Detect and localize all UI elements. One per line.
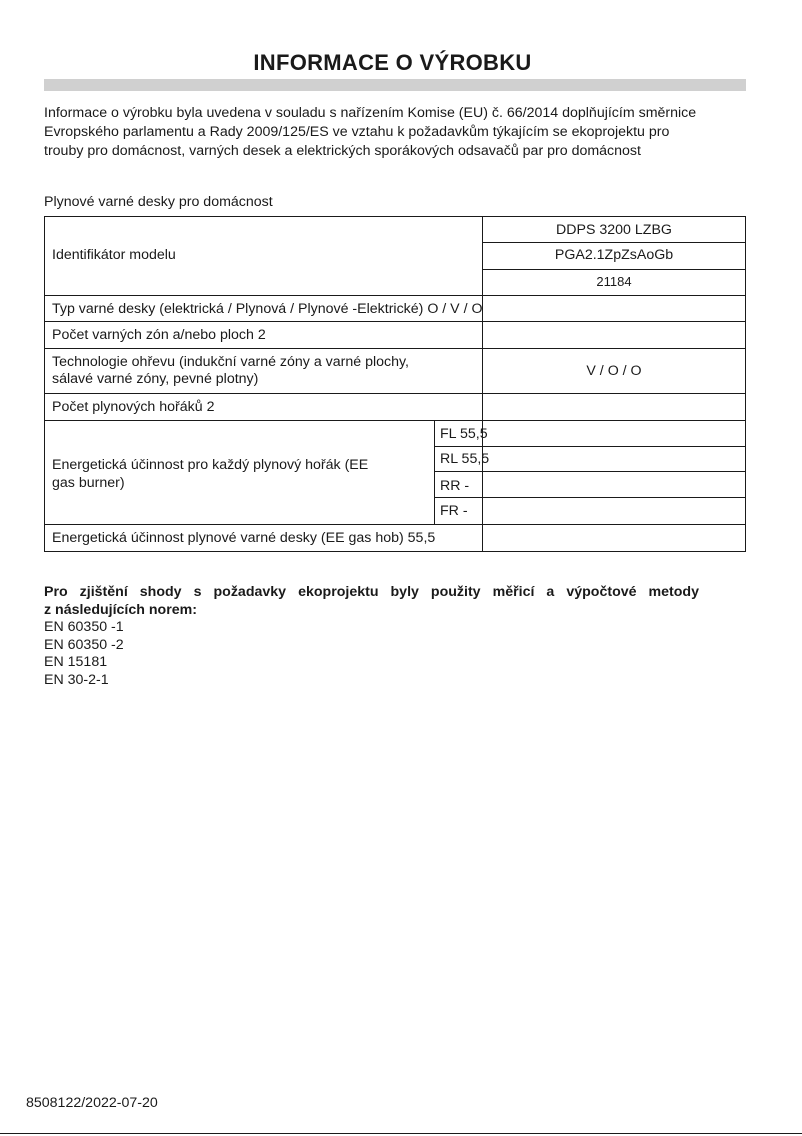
burner-fr-value-cell bbox=[482, 497, 746, 525]
standard-item: EN 60350 -1 bbox=[44, 619, 124, 635]
hob-type-value-cell bbox=[482, 295, 746, 322]
model-number: 21184 bbox=[596, 274, 632, 289]
burners-count: Počet plynových hořáků 2 bbox=[52, 399, 215, 415]
model-name: DDPS 3200 LZBG bbox=[556, 222, 672, 238]
burner-fr: FR - bbox=[440, 503, 468, 519]
zones-count: Počet varných zón a/nebo ploch 2 bbox=[52, 327, 266, 343]
compliance-heading-line: z následujících norem: bbox=[44, 601, 197, 618]
model-label: Identifikátor modelu bbox=[52, 247, 176, 263]
page-title: INFORMACE O VÝROBKU bbox=[253, 50, 532, 75]
heating-tech-value: V / O / O bbox=[586, 363, 642, 379]
table-caption: Plynové varné desky pro domácnost bbox=[44, 194, 273, 210]
intro-paragraph bbox=[44, 104, 754, 161]
efficiency-label-line: gas burner) bbox=[52, 475, 125, 491]
burner-rr: RR - bbox=[440, 478, 470, 494]
bottom-divider bbox=[0, 1133, 802, 1134]
zones-value-cell bbox=[482, 321, 746, 349]
standard-item: EN 60350 -2 bbox=[44, 636, 124, 653]
standard-item: EN 30-2-1 bbox=[44, 671, 109, 688]
burners-value-cell bbox=[482, 393, 746, 421]
hob-type: Typ varné desky (elektrická / Plynová / Plynové -Elektrické) O / V / O bbox=[52, 301, 483, 317]
document-code: 8508122/2022-07-20 bbox=[26, 1095, 158, 1111]
burner-rl-value-cell bbox=[482, 446, 746, 472]
efficiency-label-line: Energetická účinnost pro každý plynový hořák (EE bbox=[52, 457, 369, 473]
intro-line: Informace o výrobku byla uvedena v souladu s nařízením Komise (EU) č. 66/2014 doplňujícím směrnice bbox=[44, 105, 697, 121]
burner-fl-value-cell bbox=[482, 420, 746, 447]
title-underline-bar bbox=[44, 79, 746, 91]
intro-line: trouby pro domácnost, varných desek a elektrických sporákových odsavačů par pro domácnost bbox=[44, 143, 641, 159]
intro-line: Evropského parlamentu a Rady 2009/125/ES ve vztahu k požadavkům týkajícím se ekoprojektu pro bbox=[44, 124, 670, 140]
burner-rr-value-cell bbox=[482, 471, 746, 498]
hob-efficiency: Energetická účinnost plynové varné desky (EE gas hob) 55,5 bbox=[52, 530, 436, 546]
standard-item: EN 15181 bbox=[44, 654, 108, 670]
model-code: PGA2.1ZpZsAoGb bbox=[554, 247, 674, 263]
burner-rl: RL 55,5 bbox=[440, 451, 490, 467]
burner-fl: FL 55,5 bbox=[440, 426, 488, 442]
heating-tech-label-line: Technologie ohřevu (indukční varné zóny a varné plochy, bbox=[52, 354, 409, 370]
compliance-heading-line: Pro zjištění shody s požadavky ekoprojektu byly použity měřicí a výpočtové metody bbox=[44, 584, 699, 600]
compliance-section bbox=[44, 584, 699, 689]
hob-efficiency-value-cell bbox=[482, 524, 746, 552]
heating-tech-label-line: sálavé varné zóny, pevné plotny) bbox=[52, 371, 259, 387]
